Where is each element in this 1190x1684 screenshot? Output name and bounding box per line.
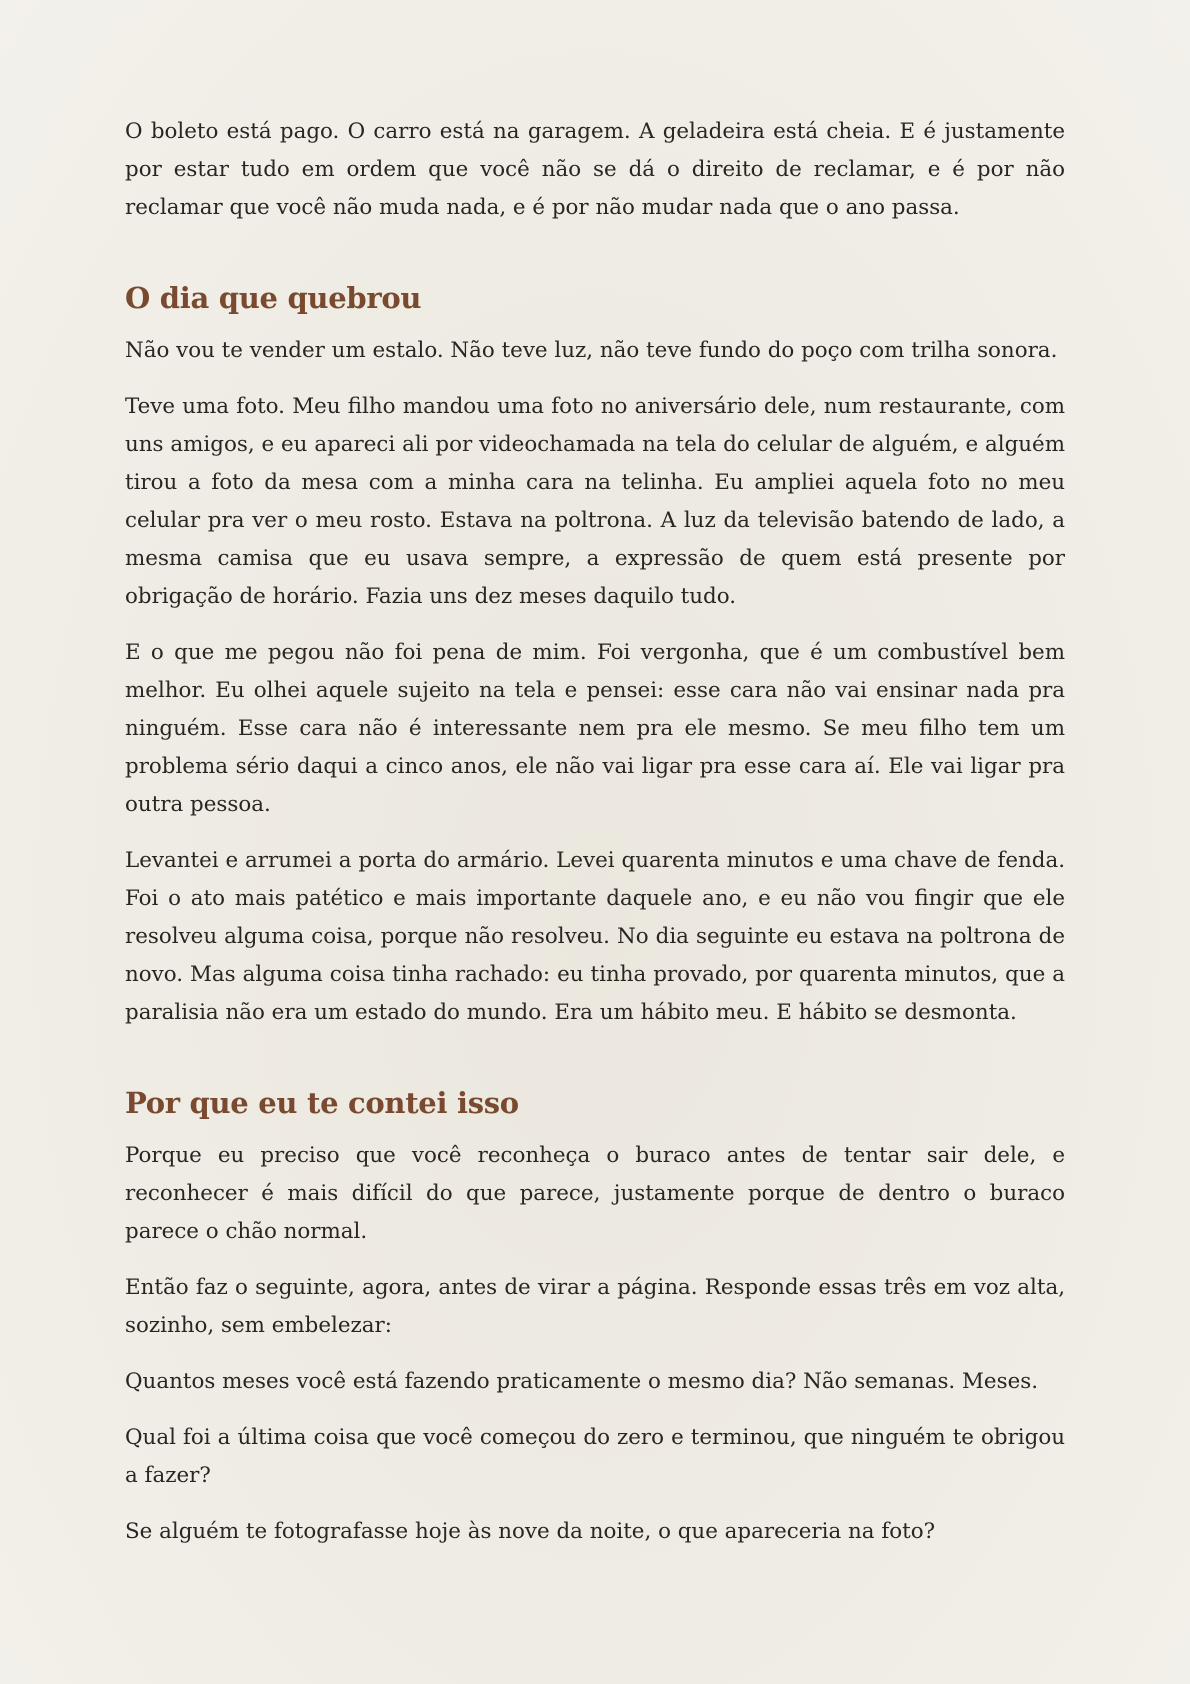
question-paragraph: Se alguém te fotografasse hoje às nove da noite, o que apareceria na foto? xyxy=(125,1519,936,1544)
paragraph: Levantei e arrumei a porta do armário. Levei quarenta minutos e uma chave de fenda. Foi o ato mais patético e mais importante daquele ano, e eu não vou fingir que ele resolveu alguma coisa, porque não resolveu. No dia seguinte eu estava na poltrona de novo. Mas alguma coisa tinha rachado: eu tinha provado, por quarenta minutos, que a paralisia não era um estado do mundo. Era um hábito meu. E hábito se desmonta. xyxy=(125,848,1065,1025)
section-heading-o-dia-que-quebrou: O dia que quebrou xyxy=(125,281,422,315)
paragraph: Porque eu preciso que você reconheça o buraco antes de tentar sair dele, e reconhecer é mais difícil do que parece, justamente porque de dentro o buraco parece o chão normal. xyxy=(125,1143,1065,1244)
intro-paragraph: O boleto está pago. O carro está na garagem. A geladeira está cheia. E é justamente por estar tudo em ordem que você não se dá o direito de reclamar, e é por não reclamar que você não muda nada, e é por não mudar nada que o ano passa. xyxy=(125,119,1065,220)
paragraph: Não vou te vender um estalo. Não teve luz, não teve fundo do poço com trilha sonora. xyxy=(125,338,1058,363)
paragraph: Então faz o seguinte, agora, antes de virar a página. Responde essas três em voz alta, sozinho, sem embelezar: xyxy=(125,1275,1065,1338)
paragraph: Teve uma foto. Meu filho mandou uma foto no aniversário dele, num restaurante, com uns amigos, e eu apareci ali por videochamada na tela do celular de alguém, e alguém tirou a foto da mesa com a minha cara na telinha. Eu ampliei aquela foto no meu celular pra ver o meu rosto. Estava na poltrona. A luz da televisão batendo de lado, a mesma camisa que eu usava sempre, a expressão de quem está presente por obrigação de horário. Fazia uns dez meses daquilo tudo. xyxy=(125,394,1065,609)
question-paragraph: Quantos meses você está fazendo praticamente o mesmo dia? Não semanas. Meses. xyxy=(125,1369,1039,1394)
paragraph: E o que me pegou não foi pena de mim. Foi vergonha, que é um combustível bem melhor. Eu olhei aquele sujeito na tela e pensei: esse cara não vai ensinar nada pra ninguém. Esse cara não é interessante nem pra ele mesmo. Se meu filho tem um problema sério daqui a cinco anos, ele não vai ligar pra esse cara aí. Ele vai ligar pra outra pessoa. xyxy=(125,640,1065,817)
question-paragraph: Qual foi a última coisa que você começou do zero e terminou, que ninguém te obrigou a fazer? xyxy=(125,1425,1065,1488)
section-heading-por-que-eu-te-contei-isso: Por que eu te contei isso xyxy=(125,1086,519,1120)
